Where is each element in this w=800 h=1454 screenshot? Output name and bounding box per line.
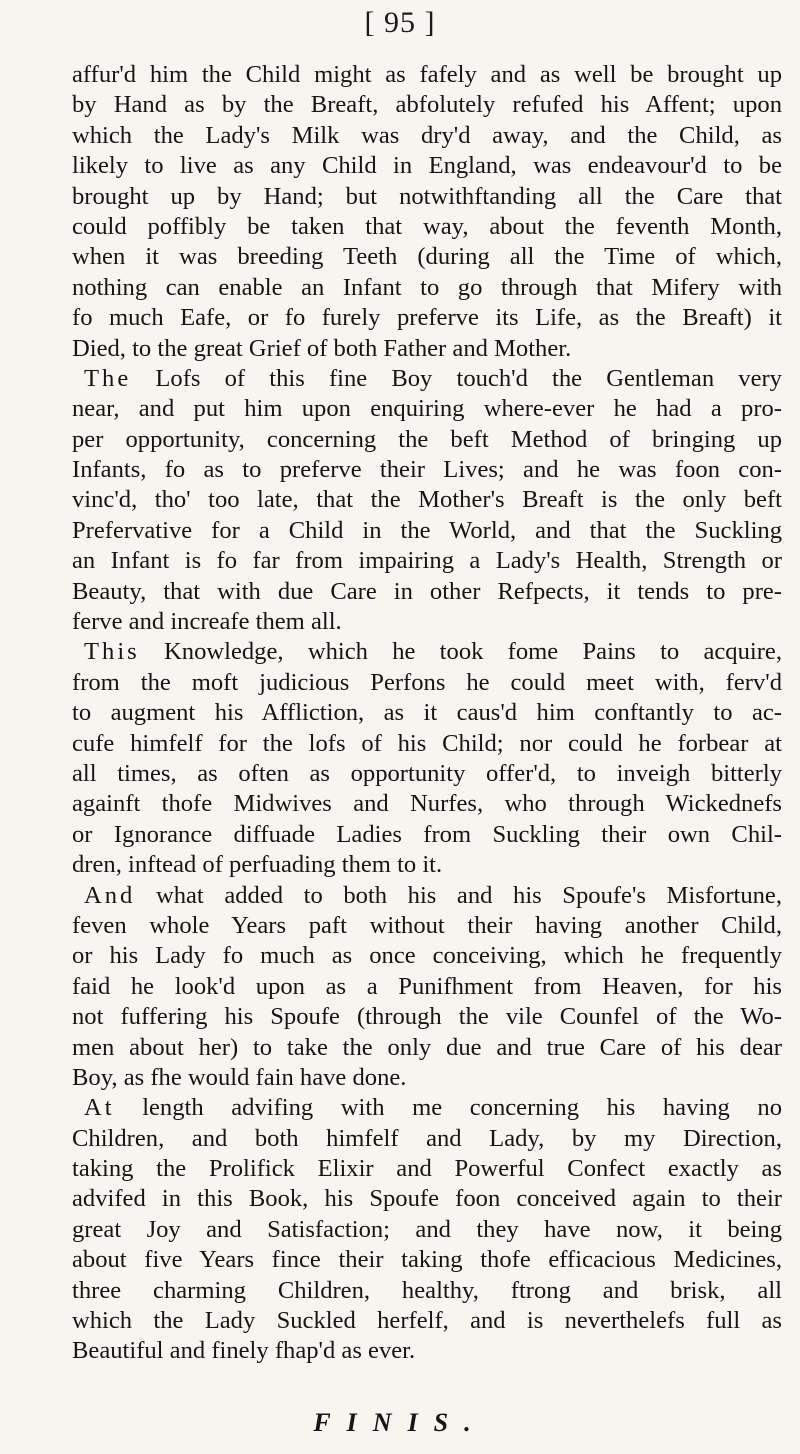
text-line [72, 759, 782, 789]
line-text: Lofs of this fine Boy touch'd the Gentleman very [155, 364, 782, 392]
text-line [72, 941, 782, 971]
text-line [72, 1154, 782, 1184]
line-text: Knowledge, which he took fome Pains to acquire, [164, 638, 782, 666]
text-line [72, 303, 782, 333]
text-line [72, 972, 782, 1002]
text-line [72, 1093, 782, 1123]
text-line [72, 1306, 782, 1336]
text-line [72, 789, 782, 819]
line-text: dren, inftead of perfuading them to it. [72, 851, 443, 879]
text-line [72, 1063, 782, 1093]
line-text: could poffibly be taken that way, about the feventh Month, [72, 212, 782, 240]
line-text: which the Lady Suckled herfelf, and is neverthelefs full as [72, 1307, 782, 1335]
text-line [72, 1276, 782, 1306]
line-text: or Ignorance diffuade Ladies from Suckling their own Chil- [72, 820, 782, 848]
text-line [72, 729, 782, 759]
paragraph [72, 364, 782, 638]
text-line [72, 334, 782, 364]
text-line [72, 425, 782, 455]
paragraph [72, 60, 782, 364]
text-line [72, 911, 782, 941]
text-line [72, 273, 782, 303]
line-text: about five Years fince their taking thofe efficacious Medicines, [72, 1246, 782, 1274]
body-text [72, 60, 782, 1367]
paragraph-lead-word: The [84, 364, 132, 392]
text-line [72, 1336, 782, 1366]
text-line [72, 90, 782, 120]
text-line [72, 1215, 782, 1245]
text-line [72, 850, 782, 880]
text-line [72, 820, 782, 850]
text-line [72, 1245, 782, 1275]
line-text: againft thofe Midwives and Nurfes, who through Wickednefs [72, 790, 782, 818]
line-text: Infants, fo as to preferve their Lives; and he was foon con- [72, 456, 782, 484]
line-text: great Joy and Satisfaction; and they have now, it being [72, 1215, 782, 1243]
text-line [72, 212, 782, 242]
line-text: from the moft judicious Perfons he could meet with, ferv'd [72, 668, 782, 696]
paragraph-lead-word: At [84, 1094, 115, 1122]
line-text: taking the Prolifick Elixir and Powerful Confect exactly as [72, 1155, 782, 1183]
page-number: [ 95 ] [364, 6, 436, 39]
text-line [72, 516, 782, 546]
line-text: or his Lady fo much as once conceiving, which he frequently [72, 942, 782, 970]
finis-ending: FINIS. [313, 1408, 487, 1437]
text-line [72, 364, 782, 394]
line-text: faid he look'd upon as a Punifhment from Heaven, for his [72, 972, 782, 1000]
line-text: Beautiful and finely fhap'd as ever. [72, 1337, 416, 1365]
line-text: near, and put him upon enquiring where-ever he had a pro- [72, 395, 782, 423]
line-text: an Infant is fo far from impairing a Lady's Health, Strength or [72, 547, 782, 575]
text-line [72, 698, 782, 728]
text-line [72, 151, 782, 181]
line-text: Prefervative for a Child in the World, and that the Suckling [72, 516, 782, 544]
line-text: all times, as often as opportunity offer'd, to inveigh bitterly [72, 759, 782, 787]
text-line [72, 1002, 782, 1032]
line-text: by Hand as by the Breaft, abfolutely refufed his Affent; upon [72, 91, 782, 119]
line-text: Died, to the great Grief of both Father and Mother. [72, 334, 572, 362]
paragraph [72, 1093, 782, 1367]
line-text: Children, and both himfelf and Lady, by my Direction, [72, 1124, 782, 1152]
line-text: affur'd him the Child might as fafely and as well be brought up [72, 61, 782, 88]
text-line [72, 577, 782, 607]
paragraph-lead-word: And [84, 881, 136, 909]
text-line [72, 1184, 782, 1214]
line-text: vinc'd, tho' too late, that the Mother's Breaft is the only beft [72, 486, 782, 514]
text-line [72, 668, 782, 698]
line-text: length advifing with me concerning his having no [142, 1094, 782, 1122]
text-line [72, 60, 782, 90]
paragraph [72, 881, 782, 1094]
text-line [72, 881, 782, 911]
line-text: three charming Children, healthy, ftrong and brisk, all [72, 1276, 782, 1304]
paragraph [72, 637, 782, 880]
text-line [72, 1124, 782, 1154]
text-line [72, 121, 782, 151]
line-text: fo much Eafe, or fo furely preferve its Life, as the Breaft) it [72, 304, 782, 332]
line-text: cufe himfelf for the lofs of his Child; nor could he forbear at [72, 729, 782, 757]
line-text: feven whole Years paft without their having another Child, [72, 911, 782, 939]
text-line [72, 394, 782, 424]
line-text: likely to live as any Child in England, was endeavour'd to be [72, 152, 782, 180]
line-text: per opportunity, concerning the beft Method of bringing up [72, 425, 782, 453]
line-text: ferve and increafe them all. [72, 608, 342, 636]
line-text: Beauty, that with due Care in other Refpects, it tends to pre- [72, 577, 782, 605]
text-line [72, 1033, 782, 1063]
text-line [72, 546, 782, 576]
line-text: which the Lady's Milk was dry'd away, and the Child, as [72, 121, 782, 149]
line-text: when it was breeding Teeth (during all the Time of which, [72, 243, 782, 271]
text-line [72, 455, 782, 485]
line-text: what added to both his and his Spoufe's Misfortune, [155, 881, 782, 909]
line-text: Boy, as fhe would fain have done. [72, 1063, 407, 1091]
line-text: nothing can enable an Infant to go through that Mifery with [72, 273, 782, 301]
text-line [72, 607, 782, 637]
text-line [72, 485, 782, 515]
line-text: advifed in this Book, his Spoufe foon conceived again to their [72, 1185, 782, 1213]
line-text: brought up by Hand; but notwithftanding all the Care that [72, 182, 782, 210]
text-line [72, 242, 782, 272]
paragraph-lead-word: This [84, 638, 140, 666]
line-text: to augment his Affliction, as it caus'd him conftantly to ac- [72, 699, 782, 727]
text-line [72, 637, 782, 667]
line-text: men about her) to take the only due and true Care of his dear [72, 1033, 782, 1061]
text-line [72, 182, 782, 212]
line-text: not fuffering his Spoufe (through the vile Counfel of the Wo- [72, 1003, 782, 1031]
